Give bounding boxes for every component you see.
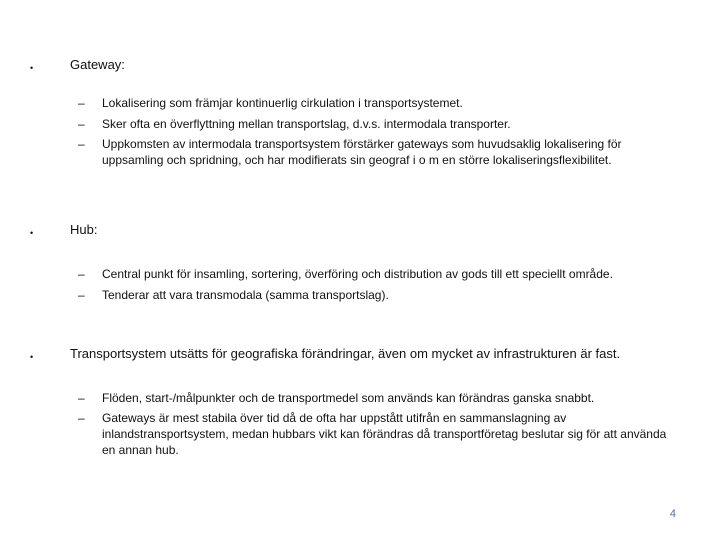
list-item-gateway-1: Lokalisering som främjar kontinuerlig cirkulation i transportsystemet. <box>102 96 463 110</box>
dash-marker: – <box>78 267 85 281</box>
list-item-hub-1: Central punkt för insamling, sortering, överföring och distribution av gods till ett speciellt område. <box>102 267 613 281</box>
heading-hub: Hub: <box>70 222 98 237</box>
dash-marker: – <box>78 391 85 405</box>
bullet-point-hub: • <box>30 228 34 238</box>
list-item-transportsystem-1: Flöden, start-/målpunkter och de transportmedel som används kan förändras ganska snabbt. <box>102 391 595 405</box>
heading-gateway: Gateway: <box>70 57 125 72</box>
page-number: 4 <box>669 508 676 520</box>
list-item-gateway-3: Uppkomsten av intermodala transportsystem förstärker gateways som huvudsaklig lokalisering för uppsamling och spridning, och har modifierats sin geograf i o m en större lokaliseringsflexibilitet. <box>102 137 622 167</box>
dash-marker: – <box>78 411 85 425</box>
list-item-gateway-2: Sker ofta en överflyttning mellan transportslag, d.v.s. intermodala transporter. <box>102 117 511 131</box>
heading-transportsystem: Transportsystem utsätts för geografiska förändringar, även om mycket av infrastrukturen är fast. <box>70 346 621 361</box>
list-item-transportsystem-2: Gateways är mest stabila över tid då de ofta har uppstått utifrån en sammanslagning av inlandstransportsystem, medan hubbars vikt kan förändras då transportföretag beslutar sig för att använda en annan hub. <box>102 411 667 457</box>
dash-marker: – <box>78 96 85 110</box>
bullet-point-transportsystem: • <box>30 352 34 362</box>
dash-marker: – <box>78 117 85 131</box>
dash-marker: – <box>78 288 85 302</box>
list-item-hub-2: Tenderar att vara transmodala (samma transportslag). <box>102 288 389 302</box>
dash-marker: – <box>78 137 85 151</box>
bullet-point-gateway: • <box>30 63 34 73</box>
